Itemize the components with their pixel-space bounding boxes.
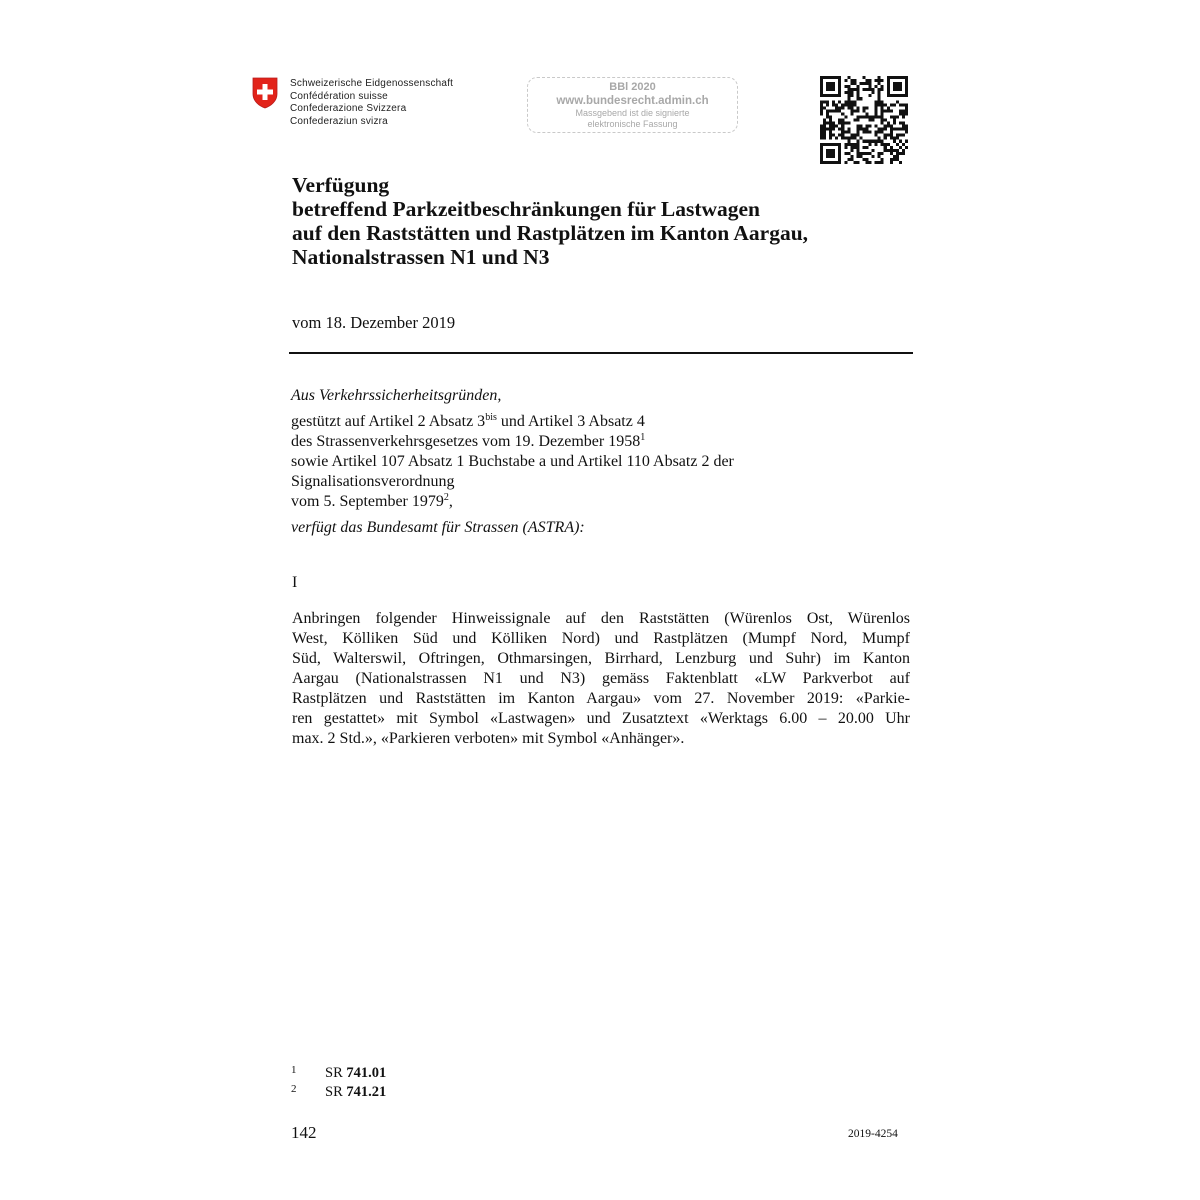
basis-line-5: [291, 492, 734, 512]
footnote-ref-1: 1: [640, 432, 646, 443]
document-number: 2019-4254: [848, 1128, 898, 1140]
title-divider: [289, 352, 913, 354]
basis-line-1-rest: und Artikel 3 Absatz 4: [496, 413, 645, 430]
title-line-3: auf den Raststätten und Rastplätzen im Kanton Aargau,: [292, 221, 809, 245]
preamble-basis: [291, 412, 734, 512]
paragraph-line: max. 2 Std.», «Parkieren verboten» mit Symbol «Anhänger».: [292, 730, 685, 747]
footnote-ref: 741.21: [346, 1084, 387, 1100]
footnote-number: 1: [291, 1064, 297, 1076]
footnote-ref: 741.01: [346, 1065, 387, 1081]
confederation-name-de: Schweizerische Eidgenossenschaft: [290, 78, 454, 89]
footnote-number: 2: [291, 1083, 297, 1095]
title-line-2: betreffend Parkzeitbeschränkungen für Lastwagen: [292, 197, 761, 221]
paragraph-line: Rastplätzen und Raststätten im Kanton Aargau» vom 27. November 2019: «Parkie-: [292, 690, 910, 707]
signature-stamp: [527, 77, 738, 133]
basis-line-2: [291, 432, 734, 452]
basis-superscript: bis: [485, 412, 497, 423]
paragraph-line: Süd, Walterswil, Oftringen, Othmarsingen, Birrhard, Lenzburg und Suhr) im Kanton: [292, 650, 910, 667]
footnote-prefix: SR: [325, 1084, 347, 1100]
stamp-url: www.bundesrecht.admin.ch: [556, 95, 709, 107]
page-number: 142: [291, 1123, 317, 1142]
basis-line-1-text: gestützt auf Artikel 2 Absatz 3: [291, 413, 486, 430]
confederation-names: [290, 78, 453, 128]
paragraph-line: ren gestattet» mit Symbol «Lastwagen» und Zusatztext «Werktags 6.00 – 20.00 Uhr: [292, 710, 910, 727]
preamble-decree: verfügt das Bundesamt für Strassen (ASTRA):: [291, 519, 585, 536]
stamp-note-1: Massgebend ist die signierte: [575, 108, 690, 118]
confederation-name-rm: Confederaziun svizra: [290, 115, 388, 127]
paragraph-line: West, Kölliken Süd und Kölliken Nord) und Rastplätzen (Mumpf Nord, Mumpf: [292, 630, 910, 647]
confederation-name-fr: Confédération suisse: [290, 90, 388, 102]
title-line-4: Nationalstrassen N1 und N3: [292, 245, 550, 269]
paragraph-line: Aargau (Nationalstrassen N1 und N3) gemäss Faktenblatt «LW Parkverbot auf: [292, 670, 910, 687]
document-title: [292, 173, 808, 269]
basis-line-2-text: des Strassenverkehrsgesetzes vom 19. Dezember 1958: [291, 433, 641, 450]
paragraph-line: Anbringen folgender Hinweissignale auf den Raststätten (Würenlos Ost, Würenlos: [292, 610, 910, 627]
basis-line-1: [291, 412, 734, 432]
basis-line-5-text: vom 5. September 1979: [291, 493, 444, 510]
footnote-prefix: SR: [325, 1065, 347, 1081]
stamp-bbl: BBl 2020: [609, 81, 656, 93]
basis-line-4: Signalisationsverordnung: [291, 473, 455, 490]
qr-code-icon: [820, 76, 908, 164]
footnotes: [291, 1062, 386, 1100]
stamp-note-2: elektronische Fassung: [587, 119, 678, 129]
footnote-ref-2: 2: [443, 492, 449, 503]
footnote-2: [291, 1081, 386, 1100]
swiss-cross-icon: [252, 77, 278, 109]
document-date: vom 18. Dezember 2019: [292, 313, 456, 332]
section-number: I: [292, 574, 298, 591]
footnote-1: [291, 1062, 386, 1081]
preamble-reason: Aus Verkehrssicherheitsgründen,: [291, 387, 502, 404]
title-line-1: Verfügung: [292, 173, 390, 197]
confederation-name-it: Confederazione Svizzera: [290, 103, 407, 114]
section-paragraph: [292, 609, 910, 749]
basis-line-3: sowie Artikel 107 Absatz 1 Buchstabe a und Artikel 110 Absatz 2 der: [291, 453, 734, 470]
basis-line-5-punct: ,: [448, 493, 453, 510]
